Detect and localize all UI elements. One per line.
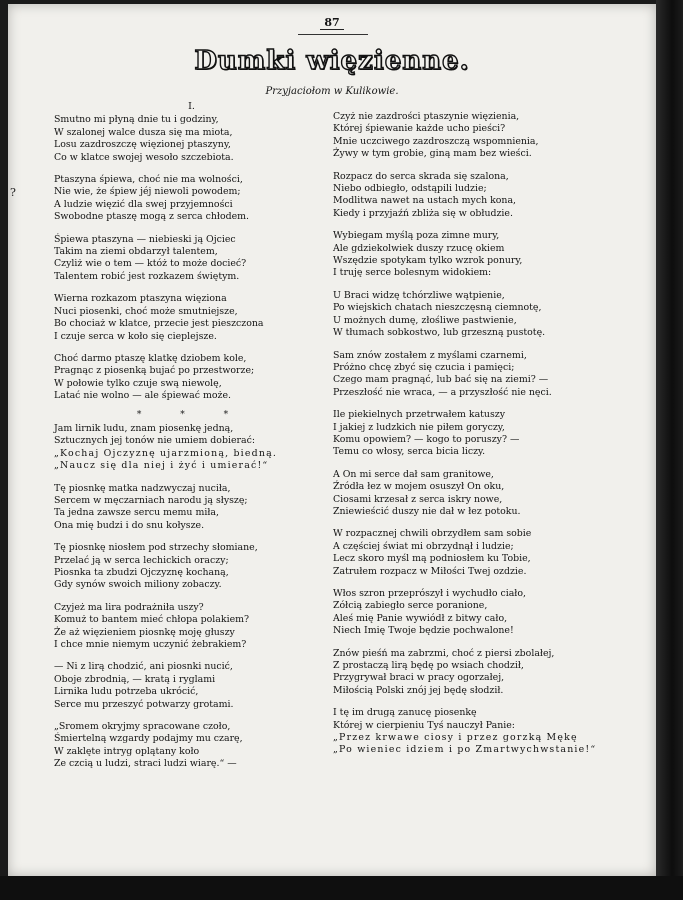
poem-line: Kiedy i przyjaźń zbliża się w obłudzie. [333, 207, 513, 219]
stanza [54, 293, 329, 343]
poem-line: „Sromem okryjmy spracowane czoło, [54, 721, 231, 733]
poem-line: Co w klatce swojej wesoło szczebiota. [54, 151, 234, 163]
poem-line: Ptaszyna śpiewa, choć nie ma wolności, [54, 174, 243, 186]
poem-line: Ta jedna zawsze sercu memu miła, [54, 507, 219, 519]
poem-line: Lirnika ludu potrzeba ukrócić, [54, 686, 199, 698]
poem-line: Oboje zbrodnią, — kratą i ryglami [54, 673, 216, 685]
poem-line: Ciosami krzesał z serca iskry nowe, [333, 493, 503, 505]
poem-line: Źródła łez w mojem osuszył On oku, [333, 481, 505, 493]
document-page [8, 4, 656, 876]
poem-line: Której śpiewanie każde ucho pieści? [333, 123, 506, 135]
poem-line: Przeszłość nie wraca, — a przyszłość nie nęci. [333, 386, 552, 398]
poem-line: A częściej świat mi obrzydnął i ludzie; [333, 540, 514, 552]
header-rule [298, 34, 368, 35]
stanza-separator: * * * [136, 409, 247, 420]
stanza [54, 483, 329, 533]
stanza [333, 588, 623, 638]
poem-line: Czyż nie zazdrości ptaszynie więzienia, [333, 111, 520, 122]
stanza [54, 234, 329, 284]
poem-line: Gdy synów swoich miliony zobaczy. [54, 579, 222, 591]
section-number: I. [188, 101, 195, 112]
poem-line: U możnych dumę, złośliwe pastwienie, [333, 314, 517, 326]
margin-mark: ? [10, 186, 16, 199]
poem-line: Śmiertelną wzgardy podajmy mu czarę, [54, 733, 243, 745]
stanza [333, 528, 623, 578]
stanza [333, 350, 623, 400]
poem-line: Której w cierpieniu Tyś nauczył Panie: [333, 719, 515, 731]
poem-line: Żywy w tym grobie, giną mam bez wieści. [333, 148, 532, 160]
poem-line: Losu zazdroszczę więzionej ptaszyny, [54, 139, 231, 151]
poem-line: Niech Imię Twoje będzie pochwalone! [333, 625, 514, 637]
poem-line: „Naucz się dla niej i żyć i umierać!“ [54, 460, 269, 472]
poem-line: Komuż to bantem mieć chłopa polakiem? [54, 614, 250, 626]
poem-line: Talentem robić jest rozkazem świętym. [54, 270, 240, 282]
poem-line: I chce mnie niemym uczynić żebrakiem? [54, 639, 247, 651]
poem-line: Swobodne ptaszę mogą z serca chłodem. [54, 211, 250, 223]
poem-line: Czyliż wie o tem — któż to może docieć? [54, 258, 247, 270]
poem-line: Rozpacz do serca skrada się szalona, [333, 170, 509, 182]
scan-edge-right [656, 0, 683, 900]
poem-line: Latać nie wolno — ale śpiewać może. [54, 390, 231, 402]
stanza [54, 542, 329, 592]
poem-line: „Przez krwawe ciosy i przez gorzką Mękę [333, 732, 578, 744]
poem-line: Aleś mię Panie wywiódł z bitwy cało, [333, 612, 508, 624]
poem-line: Wierna rozkazom ptaszyna więziona [54, 293, 227, 305]
stanza [54, 174, 329, 224]
poem-line: Że aż więzieniem piosnkę moję głuszy [54, 626, 235, 638]
poem-line: Włos szron przeprószył i wychudło ciało, [333, 588, 526, 599]
stanza [54, 661, 329, 711]
stanza [54, 353, 329, 403]
poem-line: Śpiewa ptaszyna — niebieski ją Ojciec [54, 233, 236, 245]
poem-line: Zniewieścić duszy nie dał w łez potoku. [333, 505, 521, 517]
poem-line: Miłością Polski znój jej będę słodził. [333, 684, 504, 696]
poem-line: Piosnka ta zbudzi Ojczyznę kochaną, [54, 567, 229, 578]
poem-line: I jakiej z ludzkich nie piłem goryczy, [333, 421, 505, 433]
stanza [333, 469, 623, 519]
poem-line: Ona mię budzi i do snu kołysze. [54, 519, 205, 531]
stanza [54, 114, 329, 164]
poem-line: Serce mu przeszyć potwarzy grotami. [54, 698, 234, 710]
poem-line: Pragnąc z piosenką bujać po przestworze; [54, 365, 255, 377]
poem-line: A ludzie więzić dla swej przyjemności [54, 198, 233, 210]
poem-line: Próżno chcę zbyć się czucia i pamięci; [333, 361, 515, 373]
poem-line: „Kochaj Ojczyznę ujarzmioną, biedną. [54, 447, 278, 459]
poem-line: Takim na ziemi obdarzył talentem, [54, 246, 218, 258]
poem-line: W zaklęte intryg oplątany koło [54, 745, 200, 757]
poem-line: Ze czcią u ludzi, straci ludzi wiarę.“ — [54, 758, 237, 770]
poem-line: Zatrułem rozpacz w Miłości Twej ozdzie. [333, 565, 527, 577]
stanza [54, 423, 329, 473]
stanza [333, 111, 623, 161]
stanza [333, 230, 623, 280]
poem-line: Choć darmo ptaszę klatkę dziobem kole, [54, 352, 247, 364]
poem-line: Jam lirnik ludu, znam piosenkę jedną, [54, 422, 234, 434]
stanza [333, 409, 623, 459]
poem-line: Przelać ją w serca lechickich oraczy; [54, 554, 229, 566]
stanza [54, 602, 329, 652]
poem-line: Przygrywał braci w pracy ogorzałej, [333, 672, 505, 684]
poem-line: Wybiegam myślą poza zimne mury, [333, 230, 500, 242]
poem-line: Po wiejskich chatach nieszczęsną ciemnotę, [333, 302, 542, 314]
poem-line: Sercem w męczarniach narodu ją słyszę; [54, 494, 248, 506]
poem-line: Lecz skoro myśl mą podniosłem ku Tobie, [333, 553, 531, 565]
poem-line: Ile piekielnych przetrwałem katuszy [333, 409, 506, 421]
left-column [54, 101, 329, 781]
poem-line: Sam znów zostałem z myślami czarnemi, [333, 349, 527, 361]
poem-line: Tę piosnkę niosłem pod strzechy słomiane, [54, 542, 258, 554]
poem-line: Mnie uczciwego zazdroszczą wspomnienia, [333, 135, 539, 147]
poem-line: Zółcią zabiegło serce poranione, [333, 600, 488, 612]
poem-line: Smutno mi płyną dnie tu i godziny, [54, 114, 219, 126]
poem-line: Z prostaczą lirą będę po wsiach chodził, [333, 660, 524, 672]
poem-line: W połowie tylko czuje swą niewolę, [54, 377, 222, 389]
poem-line: W szalonej walce dusza się ma miota, [54, 126, 233, 138]
poem-line: „Po wieniec idziem i po Zmartwychwstanie!“ [333, 744, 597, 756]
stanza [54, 721, 329, 771]
poem-line: Modlitwa nawet na ustach mych kona, [333, 195, 517, 207]
poem-line: U Braci widzę tchórzliwe wątpienie, [333, 289, 505, 301]
poem-line: Nie wie, że śpiew jéj niewoli powodem; [54, 186, 241, 198]
poem-line: Czego mam pragnąć, lub bać się na ziemi? — [333, 374, 549, 386]
page-number: 87 [8, 16, 656, 29]
scan-edge-bottom [0, 876, 683, 900]
poem-line: Bo chociaż w klatce, przecie jest pieszczona [54, 318, 264, 330]
poem-line: W tłumach sobkostwo, lub grzeszną pustotę. [333, 327, 546, 339]
poem-dedication: Przyjaciołom w Kulikowie. [265, 86, 399, 97]
poem-line: — Ni z lirą chodzić, ani piosnki nucić, [54, 661, 233, 673]
stanza [333, 171, 623, 221]
poem-line: I truję serce bolesnym widokiem: [333, 267, 492, 279]
poem-line: Niebo odbiegło, odstąpili ludzie; [333, 183, 487, 195]
stanza [333, 290, 623, 340]
poem-line: Temu co włosy, serca bicia liczy. [333, 446, 486, 458]
poem-line: Komu opowiem? — kogo to poruszy? — [333, 433, 520, 445]
poem-line: A On mi serce dał sam granitowe, [333, 468, 494, 480]
poem-line: Wszędzie spotykam tylko wzrok ponury, [333, 255, 523, 267]
poem-line: Ale gdziekolwiek duszy rzucę okiem [333, 242, 505, 254]
poem-line: W rozpacznej chwili obrzydłem sam sobie [333, 528, 532, 540]
poem-line: Nuci piosenki, choć może smutniejsze, [54, 305, 238, 317]
poem-line: Czyjeż ma lira podrażniła uszy? [54, 601, 204, 613]
stanza [333, 707, 623, 757]
stanza [333, 648, 623, 698]
poem-line: Znów pieśń ma zabrzmi, choć z piersi zbolałej, [333, 647, 555, 659]
right-column [333, 111, 623, 767]
poem-line: Tę piosnkę matka nadzwyczaj nuciła, [54, 482, 231, 494]
poem-title: Dumki więzienne. [194, 46, 470, 76]
poem-line: I czuje serca w koło się cieplejsze. [54, 330, 217, 342]
poem-line: I tę im drugą zanucę piosenkę [333, 707, 477, 719]
poem-line: Sztucznych jej tonów nie umiem dobierać: [54, 435, 255, 447]
